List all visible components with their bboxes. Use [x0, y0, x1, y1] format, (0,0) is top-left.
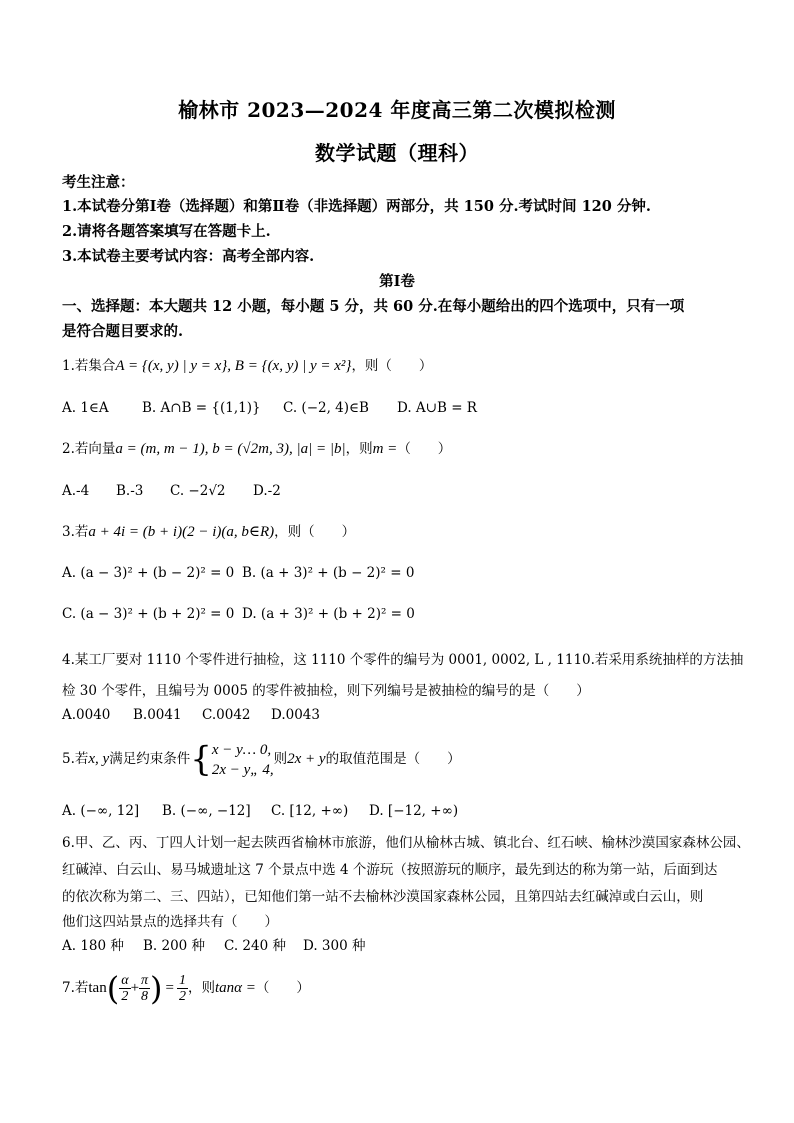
question-5-option-d: D. [−12, +∞)	[369, 803, 459, 819]
question-6-option-a: A. 180 种	[62, 938, 124, 954]
question-4-option-a: A.0040	[62, 707, 111, 723]
question-3-option-c: C. (a − 3)² + (b + 2)² = 0	[62, 606, 235, 622]
question-1-lead: 1.若集合	[62, 358, 116, 374]
question-4-option-b: B.0041	[133, 707, 182, 723]
question-7-tail: （ ）	[255, 980, 310, 996]
volume-heading: 第Ⅰ卷	[379, 273, 415, 290]
question-1-stem	[62, 357, 432, 375]
question-2-stem	[62, 440, 451, 458]
question-7-equals: =	[165, 980, 174, 996]
question-5-option-b: B. (−∞, −12]	[162, 803, 251, 819]
question-2-var: m =	[372, 441, 398, 457]
question-7-stem	[62, 966, 310, 1011]
question-5-constraint-system	[212, 740, 274, 780]
question-3-tail: ，则（ ）	[274, 524, 356, 540]
question-4-option-c: C.0042	[202, 707, 251, 723]
question-5-stem	[62, 737, 461, 781]
question-6-line-1: 6.甲、乙、丙、丁四人计划一起去陕西省榆林市旅游，他们从榆林古城、镇北台、红石峡、榆林沙漠国家森林公园、	[62, 835, 750, 851]
question-4-option-d: D.0043	[271, 707, 320, 723]
page-subtitle: 数学试题（理科）	[315, 141, 479, 165]
question-7-ask: tanα =	[215, 980, 256, 996]
question-7-frac-pi	[139, 973, 150, 1004]
question-5-constraint-1: x − y… 0,	[211, 741, 272, 758]
question-6-option-c: C. 240 种	[224, 938, 286, 954]
question-3-equation: a + 4i = (b + i)(2 − i)(a, b∈R)	[88, 524, 275, 540]
question-5-then: 则	[273, 751, 288, 767]
question-6-line-3: 的依次称为第二、三、四站），已知他们第一站不去榆林沙漠国家森林公园，且第四站去红碱淖或白云山，则	[62, 889, 704, 905]
question-3-option-b: B. (a + 3)² + (b − 2)² = 0	[242, 565, 415, 581]
question-5-option-a: A. (−∞, 12]	[62, 803, 140, 819]
question-3-lead: 3.若	[62, 524, 89, 540]
page-title: 榆林市 2023—2024 年度高三第二次模拟检测	[178, 98, 616, 122]
question-5-vars: x, y	[88, 751, 110, 767]
question-6-option-d: D. 300 种	[303, 938, 366, 954]
question-7-frac-half	[177, 973, 188, 1004]
question-4-line-1: 4.某工厂要对 1110 个零件进行抽检，这 1110 个零件的编号为 0001, 0002, L , 1110.若采用系统抽样的方法抽	[62, 652, 744, 668]
question-1-option-a: A. 1∈A	[62, 400, 109, 416]
question-7-then: ，则	[188, 980, 215, 996]
frac-numerator: π	[141, 973, 149, 988]
question-2-tail: （ ）	[397, 441, 452, 457]
question-5-option-c: C. [12, +∞)	[271, 803, 349, 819]
notice-item-1: 1.本试卷分第Ⅰ卷（选择题）和第Ⅱ卷（非选择题）两部分，共 150 分.考试时间 120 分钟.	[62, 198, 651, 215]
question-3-option-a: A. (a − 3)² + (b − 2)² = 0	[62, 565, 235, 581]
question-2-vectors: a = (m, m − 1), b = (√2m, 3), |a| = |b|	[115, 441, 346, 457]
question-1-tail: ，则（ ）	[351, 358, 433, 374]
question-7-tan: tan	[88, 980, 107, 996]
question-3-stem	[62, 523, 355, 541]
question-6-option-b: B. 200 种	[143, 938, 206, 954]
question-2-then: ，则	[345, 441, 373, 457]
frac-denominator: 2	[121, 989, 129, 1004]
question-6-line-2: 红碱淖、白云山、易马城遗址这 7 个景点中选 4 个游玩（按照游玩的顺序，最先到达的称为第一站，后面到达	[62, 862, 718, 878]
question-7-frac-alpha	[119, 973, 130, 1004]
question-2-lead: 2.若向量	[62, 441, 116, 457]
question-5-target: 2x + y	[287, 751, 326, 767]
question-4-line-2: 检 30 个零件，且编号为 0005 的零件被抽检，则下列编号是被抽检的编号的是（ ）	[62, 683, 590, 699]
frac-numerator: α	[121, 973, 129, 988]
left-brace-icon: {	[190, 739, 212, 780]
question-6-line-4: 他们这四站景点的选择共有（ ）	[62, 914, 278, 930]
question-1-option-c: C. (−2, 4)∈B	[283, 400, 369, 416]
question-2-option-c: C. −2√2	[170, 483, 226, 499]
question-2-option-b: B.-3	[116, 483, 144, 499]
question-5-lead: 5.若	[62, 751, 89, 767]
frac-denominator: 2	[179, 989, 186, 1004]
left-paren-icon: (	[106, 969, 120, 1008]
question-2-option-a: A.-4	[62, 483, 90, 499]
question-1-option-b: B. A∩B = {(1,1)}	[142, 400, 261, 416]
question-2-option-d: D.-2	[253, 483, 281, 499]
question-1-set-a: A = {(x, y) | y = x}	[115, 358, 228, 374]
part-heading-line-2: 是符合题目要求的.	[62, 323, 184, 340]
notice-item-3: 3.本试卷主要考试内容：高考全部内容.	[62, 248, 315, 265]
notice-item-2: 2.请将各题答案填写在答题卡上.	[62, 223, 271, 240]
question-5-constraint-2: 2x − y„ 4,	[211, 761, 274, 778]
part-heading-line-1: 一、选择题：本大题共 12 小题，每小题 5 分，共 60 分.在每小题给出的四个选项中，只有一项	[62, 298, 685, 315]
question-1-option-d: D. A∪B = R	[397, 400, 477, 416]
frac-denominator: 8	[141, 989, 149, 1004]
notice-heading: 考生注意：	[62, 174, 135, 191]
question-7-plus: +	[130, 980, 140, 996]
question-1-set-b: , B = {(x, y) | y = x²}	[227, 358, 352, 374]
frac-numerator: 1	[179, 973, 186, 988]
question-7-lead: 7.若	[62, 980, 89, 996]
question-3-option-d: D. (a + 3)² + (b + 2)² = 0	[242, 606, 415, 622]
right-paren-icon: )	[150, 969, 163, 1008]
question-5-constraint-label: 满足约束条件	[109, 751, 191, 767]
question-5-tail: 的取值范围是（ ）	[325, 751, 461, 767]
